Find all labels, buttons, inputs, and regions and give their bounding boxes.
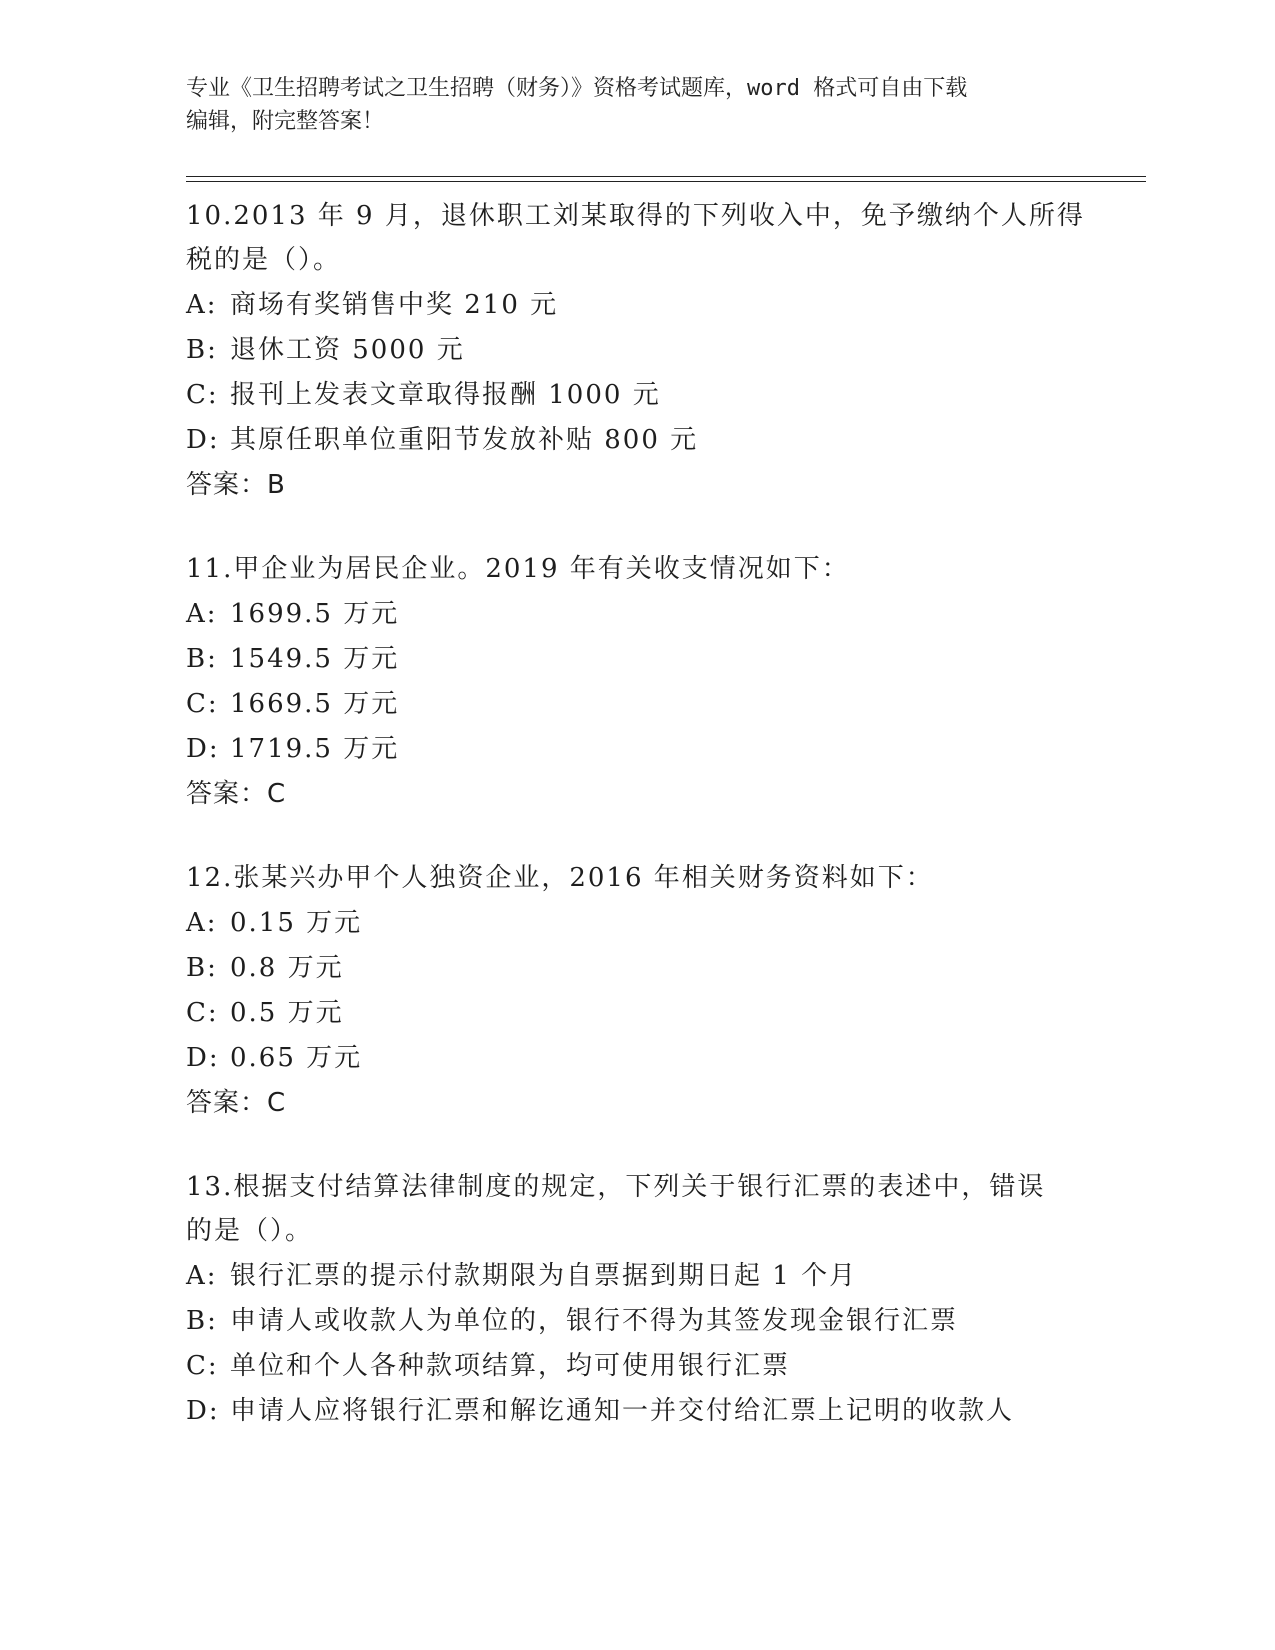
option-c: [186, 682, 1086, 726]
answer-line: [186, 463, 1086, 507]
question-10: [186, 194, 1086, 507]
option-c: [186, 991, 1086, 1035]
option-letter: B:: [186, 335, 218, 365]
answer-label: 答案：: [186, 470, 268, 500]
answer-value: C: [267, 1088, 287, 1118]
option-text: 0.8 万元: [230, 953, 344, 983]
option-letter: D:: [186, 1396, 220, 1426]
option-letter: A:: [186, 908, 218, 938]
stem-line-1: 10.2013 年 9 月，退休职工刘某取得的下列收入中，免予缴纳个人所得: [186, 201, 1085, 231]
option-text: 申请人应将银行汇票和解讫通知一并交付给汇票上记明的收款人: [230, 1396, 1015, 1426]
option-b: [186, 946, 1086, 990]
option-text: 银行汇票的提示付款期限为自票据到期日起 1 个月: [230, 1261, 858, 1291]
stem-line-1: 12.张某兴办甲个人独资企业，2016 年相关财务资料如下：: [186, 863, 934, 893]
header-divider-top: [186, 176, 1146, 177]
option-c: [186, 373, 1086, 417]
stem-line-1: 13.根据支付结算法律制度的规定，下列关于银行汇票的表述中，错误: [186, 1172, 1046, 1202]
option-letter: C:: [186, 998, 219, 1028]
stem-line-2: 的是（）。: [186, 1216, 314, 1246]
header-divider-bottom: [186, 181, 1146, 182]
option-letter: D:: [186, 425, 220, 455]
option-b: [186, 637, 1086, 681]
question-13: [186, 1165, 1086, 1433]
stem-line-1: 11.甲企业为居民企业。2019 年有关收支情况如下：: [186, 554, 850, 584]
option-text: 单位和个人各种款项结算，均可使用银行汇票: [230, 1351, 791, 1381]
document-header: [186, 72, 1066, 138]
option-letter: C:: [186, 380, 219, 410]
option-text: 1549.5 万元: [230, 644, 400, 674]
header-line-1: 专业《卫生招聘考试之卫生招聘（财务）》资格考试题库，word 格式可自由下载: [186, 76, 968, 101]
answer-line: [186, 772, 1086, 816]
option-text: 1719.5 万元: [230, 734, 400, 764]
option-text: 退休工资 5000 元: [230, 335, 465, 365]
option-b: [186, 328, 1086, 372]
option-text: 0.65 万元: [230, 1043, 363, 1073]
option-letter: A:: [186, 290, 218, 320]
option-c: [186, 1344, 1086, 1388]
option-text: 其原任职单位重阳节发放补贴 800 元: [230, 425, 699, 455]
question-stem: [186, 856, 1086, 900]
option-d: [186, 1389, 1086, 1433]
option-letter: D:: [186, 1043, 220, 1073]
option-letter: B:: [186, 953, 218, 983]
option-d: [186, 1036, 1086, 1080]
option-text: 0.5 万元: [230, 998, 344, 1028]
question-11: [186, 547, 1086, 816]
option-text: 申请人或收款人为单位的，银行不得为其签发现金银行汇票: [230, 1306, 959, 1336]
option-letter: C:: [186, 689, 219, 719]
option-letter: A:: [186, 1261, 218, 1291]
answer-label: 答案：: [186, 779, 268, 809]
answer-label: 答案：: [186, 1088, 268, 1118]
header-line-2: 编辑，附完整答案！: [186, 109, 385, 134]
option-letter: B:: [186, 644, 218, 674]
option-d: [186, 418, 1086, 462]
option-text: 商场有奖销售中奖 210 元: [230, 290, 559, 320]
option-text: 1699.5 万元: [230, 599, 400, 629]
option-text: 报刊上发表文章取得报酬 1000 元: [230, 380, 661, 410]
question-stem: [186, 547, 1086, 591]
option-b: [186, 1299, 1086, 1343]
answer-value: C: [267, 779, 287, 809]
option-a: [186, 901, 1086, 945]
option-text: 1669.5 万元: [230, 689, 400, 719]
option-d: [186, 727, 1086, 771]
option-letter: A:: [186, 599, 218, 629]
question-stem: [186, 1165, 1086, 1253]
answer-value: B: [267, 470, 286, 500]
stem-line-2: 税的是（）。: [186, 245, 342, 275]
option-letter: B:: [186, 1306, 218, 1336]
question-list: [186, 186, 1086, 1473]
question-12: [186, 856, 1086, 1125]
option-a: [186, 1254, 1086, 1298]
answer-line: [186, 1081, 1086, 1125]
option-a: [186, 592, 1086, 636]
option-text: 0.15 万元: [230, 908, 363, 938]
option-letter: D:: [186, 734, 220, 764]
question-stem: [186, 194, 1086, 282]
option-a: [186, 283, 1086, 327]
option-letter: C:: [186, 1351, 219, 1381]
